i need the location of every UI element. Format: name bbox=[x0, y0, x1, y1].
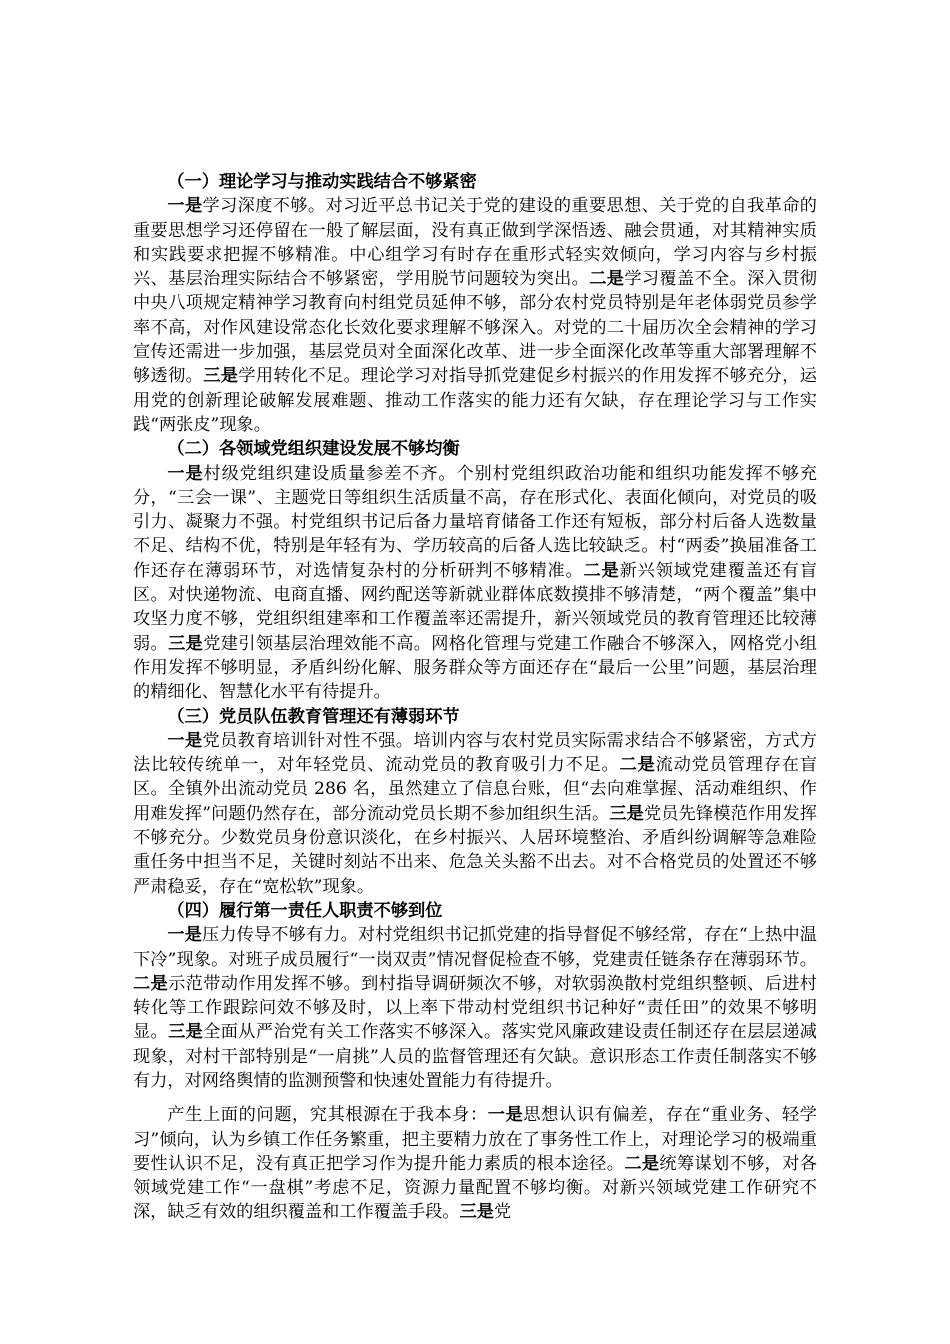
document-body bbox=[133, 170, 817, 1225]
section-paragraph-2: 一是村级党组织建设质量参差不齐。个别村党组织政治功能和组织功能发挥不够充分，“三会一课”、主题党日等组织生活质量不高，存在形式化、表面化倾向，对党员的吸引力、凝聚力不强。村党组织书记后备力量培育储备工作还有短板，部分村后备人选数量不足、结构不优，特别是年轻有为、学历较高的后备人选比较缺乏。村“两委”换届准备工作还存在薄弱环节，对选情复杂村的分析研判不够精准。二是新兴领域党建覆盖还有盲区。对快递物流、电商直播、网约配送等新就业群体底数摸排不够清楚，“两个覆盖”集中攻坚力度不够，党组织组建率和工作覆盖率还需提升，新兴领域党员的教育管理还比较薄弱。三是党建引领基层治理效能不高。网格化管理与党建工作融合不够深入，网格党小组作用发挥不够明显，矛盾纠纷化解、服务群众等方面还存在“最后一公里”问题，基层治理的精细化、智慧化水平有待提升。 bbox=[133, 463, 817, 703]
section-paragraph-1: 一是学习深度不够。对习近平总书记关于党的建设的重要思想、关于党的自我革命的重要思想学习还停留在一般了解层面，没有真正做到学深悟透、融会贯通，对其精神实质和实践要求把握不够精准。中心组学习有时存在重形式轻实效倾向，学习内容与乡村振兴、基层治理实际结合不够紧密，学用脱节问题较为突出。二是学习覆盖不全。深入贯彻中央八项规定精神学习教育向村组党员延伸不够，部分农村党员特别是年老体弱党员参学率不高，对作风建设常态化长效化要求理解不够深入。对党的二十届历次全会精神的学习宣传还需进一步加强，基层党员对全面深化改革、进一步全面深化改革等重大部署理解不够透彻。三是学用转化不足。理论学习对指导抓党建促乡村振兴的作用发挥不够充分，运用党的创新理论破解发展难题、推动工作落实的能力还有欠缺，存在理论学习与工作实践“两张皮”现象。 bbox=[133, 196, 817, 435]
closing-paragraph: 产生上面的问题，究其根源在于我本身：一是思想认识有偏差，存在“重业务、轻学习”倾向，认为乡镇工作任务繁重，把主要精力放在了事务性工作上，对理论学习的极端重要性认识不足，没有真正把学习作为提升能力素质的根本途径。二是统筹谋划不够，对各领域党建工作“一盘棋”考虑不足，资源力量配置不够均衡。对新兴领域党建工作研究不深，缺乏有效的组织覆盖和工作覆盖手段。三是党 bbox=[133, 1105, 817, 1223]
section-heading-1: （一）理论学习与推动实践结合不够紧密 bbox=[167, 172, 477, 192]
section-heading-4: （四）履行第一责任人职责不够到位 bbox=[167, 900, 443, 921]
section-paragraph-4: 一是压力传导不够有力。对村党组织书记抓党建的指导督促不够经常，存在“上热中温下冷”现象。对班子成员履行“一岗双责”情况督促检查不够，党建责任链条存在薄弱环节。二是示范带动作用发挥不够。到村指导调研频次不够，对软弱涣散村党组织整顿、后进村转化等工作跟踪问效不够及时，以上率下带动村党组织书记种好“责任田”的效果不够明显。三是全面从严治党有关工作落实不够深入。落实党风廉政建设责任制还存在层层递减现象，对村干部特别是“一肩挑”人员的监督管理还有欠缺。意识形态工作责任制落实不够有力，对网络舆情的监测预警和快速处置能力有待提升。 bbox=[133, 925, 817, 1091]
section-heading-3: （三）党员队伍教育管理还有薄弱环节 bbox=[167, 706, 460, 727]
section-paragraph-3: 一是党员教育培训针对性不强。培训内容与农村党员实际需求结合不够紧密，方式方法比较传统单一，对年轻党员、流动党员的教育吸引力不足。二是流动党员管理存在盲区。全镇外出流动党员 286 名，虽然建立了信息台账，但“去向难掌握、活动难组织、作用难发挥”问题仍然存在，部分流动党员长期不参加组织生活。三是党员先锋模范作用发挥不够充分。少数党员身份意识淡化，在乡村振兴、人居环境整治、矛盾纠纷调解等急难险重任务中担当不足，关键时刻站不出来、危急关头豁不出去。对不合格党员的处置还不够严肃稳妥，存在“宽松软”现象。 bbox=[133, 730, 817, 897]
section-heading-2: （二）各领域党组织建设发展不够均衡 bbox=[167, 439, 460, 460]
